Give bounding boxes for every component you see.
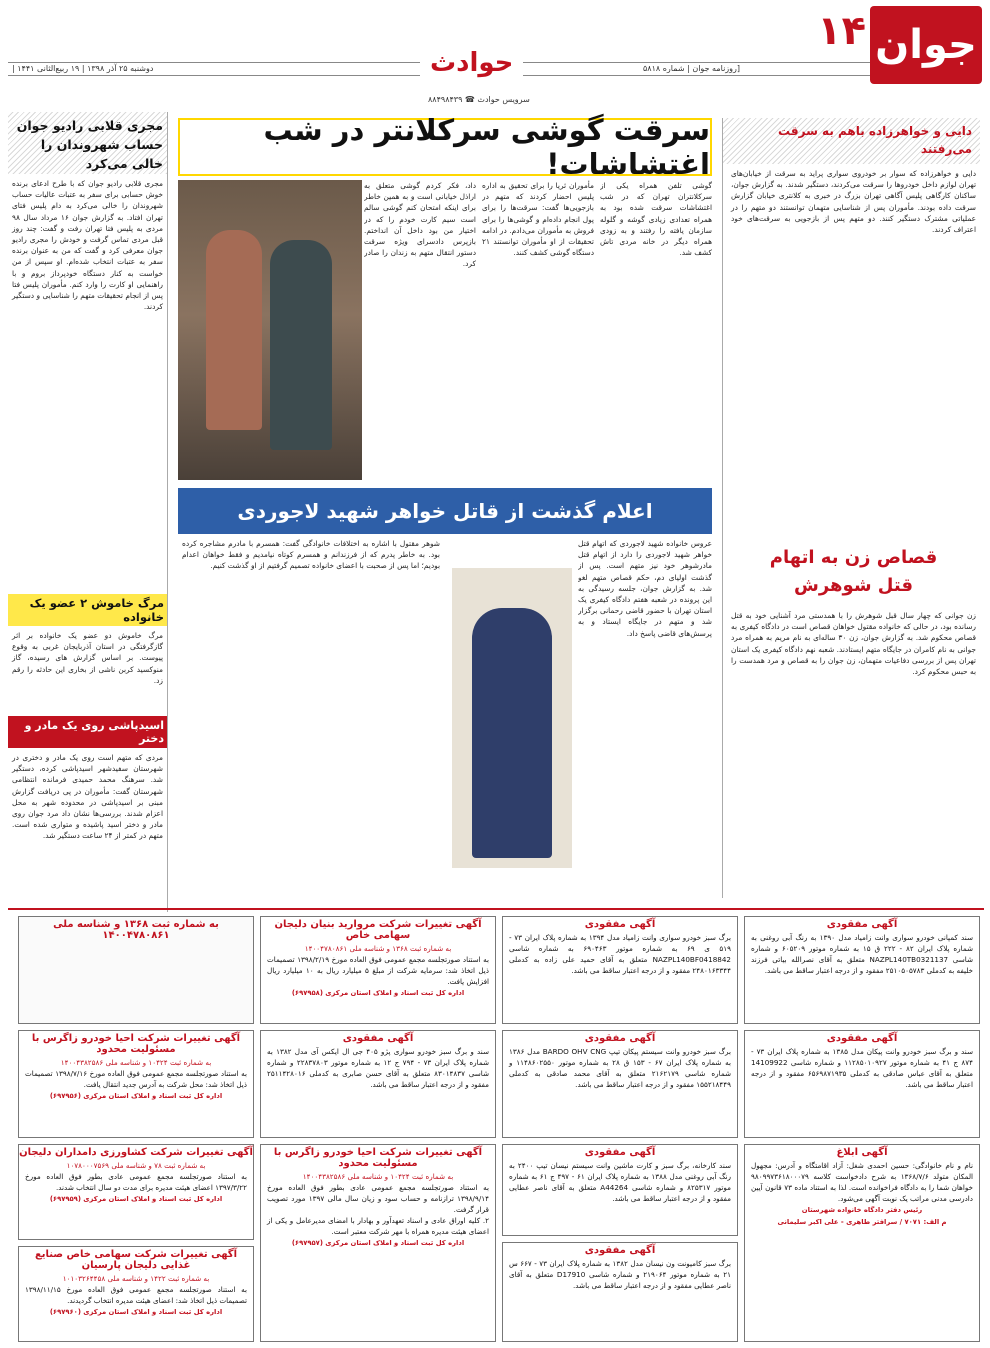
ad-block: آگهی مفقودی سند کمپانی خودرو سواری وانت زامیاد مدل ۱۳۹۰ به رنگ آبی روغنی به شماره پلاک ایران ۸۲ - ۲۲۲ ق ۱۵ به شماره موتور ۶۰۵۲۰۹ و شماره شاسی NAZPL140TB0321137 متعلق به آقای نصرالله بیاتی فرزند خلیفه به کدملی ۲۵۱۰۵۰۵۷۸۳ مفقود و از درجه اعتبار ساقط می باشد. <box>744 916 980 1024</box>
left-story3-header <box>8 716 167 748</box>
ad-block: آگهی مفقودی برگ سبز کامیونت ون نیسان مدل ۱۳۸۲ به شماره پلاک ایران ۷۳ - ۶۶۷ س ۲۱ به شماره موتور ۲۱۹۰۶۴ و شماره شاسی D17910 متعلق به آقای ناصر عطایی مفقود و از درجه اعتبار ساقط می باشد. <box>502 1242 738 1342</box>
left-story2-body: مرگ خاموش دو عضو یک خانواده بر اثر گازگرفتگی در استان آذربایجان غربی به وقوع پیوست. بر اساس گزارش های رسیده، گاز منوکسید کربن ناشی از بخاری این حادثه را رقم زد. <box>12 631 163 685</box>
ad-block: آگهی مفقودی سند و برگ سبز خودرو وانت پیکان مدل ۱۳۸۵ به شماره پلاک ایران ۷۳ - ۸۷۴ ج ۴۱ به شماره موتور ۱۱۲۸۵۰۱۰۹۲۷ و شماره شاسی 14109922 متعلق به آقای عباس صادقی به کدملی ۶۵۶۹۸۷۱۹۳۵ مفقود و از درجه اعتبار ساقط می باشد. <box>744 1030 980 1138</box>
left-story3-title: اسیدپاشی روی یک مادر و دختر <box>24 719 164 745</box>
ad-block: به شماره ثبت ۱۳۶۸ و شناسه ملی ۱۴۰۰۴۷۸۰۸۶۱ <box>18 916 254 1024</box>
ad-block: آگهی تغییرات شرکت سهامی خاص صنایع غذایی دلیجان پارسیان به شماره ثبت ۱۴۲۲ و شناسه ملی ۱۰۱۰۳۲۶۴۴۵۸ به استناد صورتجلسه مجمع عمومی فوق العاده مورخ ۱۳۹۸/۱۱/۱۵ تصمیمات ذیل اتخاذ شد: اعضای هیئت مدیره انتخاب گردیدند. اداره کل ثبت اسناد و املاک استان مرکزی (۶۹۷۹۶۰) <box>18 1246 254 1342</box>
ad-block: آگهی تغییرات شرکت احیا خودرو زاگرس با مسئولیت محدود به شماره ثبت ۱۰۴۲۴ و شناسه ملی ۱۴۰۰۴۳۸۲۵۸۶ به استناد صورتجلسه مجمع عمومی عادی بطور فوق العاده مورخ ۱۳۹۸/۹/۱۴ ترازنامه و حساب سود و زیان سال مالی ۱۳۹۷ مورد تصویب قرار گرفت. ۲. کلیه اوراق عادی و اسناد تعهدآور و بهادار با امضای مدیرعامل و یکی از اعضای هیئت مدیره همراه با مهر شرکت معتبر است. اداره کل ثبت اسناد و املاک استان مرکزی (۶۹۷۹۵۷) <box>260 1144 496 1342</box>
main-body-col2: مأموران ثریا را برای تحقیق به اداره پلیس احضار کردند که متهم در بازجویی‌ها گفت: سرقت‌ها را برای پول انجام داده‌ام و گوشی‌ها را برای فروش به مأموران می‌دادم. در ادامه تحقیقات از او مأموران توانستند ۲۱ دستگاه گوشی کشف کنند. <box>482 181 594 258</box>
story2-headline-box <box>178 488 712 534</box>
right-story2-title: قصاص زن به اتهام قتل شوهرش <box>769 547 938 596</box>
ads-area <box>8 908 984 1344</box>
main-headline: سرقت گوشی سرکلانتر در شب اغتشاشات! <box>263 113 710 181</box>
story2-row <box>178 538 712 898</box>
ad-block: آگهی تغییرات شرکت کشاورزی دامداران دلیجان به شماره ثبت ۷۸ و شناسه ملی ۱۰۷۸۰۰۰۷۵۶۹ به استناد صورتجلسه مجمع عمومی عادی بطور فوق العاده مورخ ۱۳۹۷/۳/۲۲ اعضای هیئت مدیره برای مدت دو سال انتخاب شدند. اداره کل ثبت اسناد و املاک استان مرکزی (۶۹۷۹۵۹) <box>18 1144 254 1240</box>
suspect-figure-right <box>270 240 332 450</box>
main-top-row <box>178 180 712 480</box>
main-body-col1: گوشی تلفن همراه یکی از سرکلانتران تهران که در شب اغتشاشات سرقت شده بود به همراه تعدادی زیادی گوشه و گلوله سازمان یافته را رفتند و به زودی همراه دیگر در خانه مردی تاش کشف شد. <box>600 181 712 258</box>
story2-headline: اعلام گذشت از قاتل خواهر شهید لاجوردی <box>237 499 653 523</box>
issue-info: [روزنامه جوان | شماره ۵۸۱۸ <box>643 64 740 73</box>
right-story1-header <box>723 118 980 164</box>
ad-block: آگهی تغییرات شرکت مروارید بنیان دلیجان سهامی خاص به شماره ثبت ۱۳۶۸ و شناسه ملی ۱۴۰۰۴۷۸۰۸۶۱ به استناد صورتجلسه مجمع عمومی فوق العاده مورخ ۱۳۹۸/۲/۱۹ تصمیمات ذیل اتخاذ شد: سرمایه شرکت از مبلغ ۵ میلیارد ریال به ۱۰ میلیارد ریال افزایش یافت. اداره کل ثبت اسناد و املاک استان مرکزی (۶۹۷۹۵۸) <box>260 916 496 1024</box>
bride-photo <box>452 568 572 868</box>
right-story1-body: دایی و خواهرزاده که سوار بر خودروی سواری پراید به سرقت از خیابان‌های تهران لوازم داخل خودروها را سرقت می‌کردند، دستگیر شدند. به گزارش جوان، ساکنان کارگاهی پلیس آگاهی تهران بزرگ در خبری به کلانتری خیابان گزارش سرقت داده بودند. مأموران پس از شناسایی متهمان توانستند دو متهم را در عملیاتی مشترک دستگیر کنند. دو متهم پس از بازجویی به سرقت‌های خود اعتراف کردند. <box>731 169 976 235</box>
story2-subheads <box>178 538 440 898</box>
ad-block: آگهی تغییرات شرکت احیا خودرو زاگرس با مسئولیت محدود به شماره ثبت ۱۰۴۲۴ و شناسه ملی ۱۴۰۰۴۳۸۲۵۸۶ به استناد صورتجلسه مجمع عمومی فوق العاده مورخ ۱۳۹۸/۷/۱۶ تصمیمات ذیل اتخاذ شد: محل شرکت به آدرس جدید انتقال یافت. اداره کل ثبت اسناد و املاک استان مرکزی (۶۹۷۹۵۶) <box>18 1030 254 1138</box>
story2-body-col1: عروس خانواده شهید لاجوردی که اتهام قتل خواهر شهید لاجوردی را دارد از اتهام قتل مادرشوهر خود نیز متهم است. پس از گذشت اولیای دم، حکم قصاص متهم لغو شد. به گزارش جوان، جلسه رسیدگی به این پرونده در شعبه هفتم دادگاه کیفری یک استان تهران با حضور قاضی رحمانی برگزار شد و متهم در جایگاه ایستاد و به پرسش‌های قاضی پاسخ داد. <box>578 539 712 638</box>
masthead <box>0 0 990 104</box>
left-story3-body: مردی که متهم است روی یک مادر و دختری در شهرستان سفیدشهر اسیدپاشی کرده، دستگیر شد. سرهنگ محمد حمیدی فرمانده انتظامی شهرستان گفت: مأموران در پی دریافت گزارش مبنی بر اسیدپاشی در محدوده شهر به محل اعزام شدند. بررسی‌ها نشان داد مرد جوان روی مادر و دختر اسید پاشیده و متواری شده است. متهم در کمتر از ۲۴ ساعت دستگیر شد. <box>12 753 163 841</box>
ad-block: آگهی ابلاغ نام و نام خانوادگی: حسین احمدی شغل: آزاد اقامتگاه و آدرس: مجهول المکان متولد ۱۳۶۸/۷/۶ به شرح دادخواست کلاسه ۹۸۰۹۹۷۳۶۱۸۰۰۰۷۹ خواهان شما را به دادگاه فراخوانده است. لذا به استناد ماده ۷۳ قانون آیین دادرسی مدنی مراتب یک نوبت آگهی می‌شود. رئیس دفتر دادگاه خانواده شهرستان م الف: ۷۰۷۱ / سرافتر طاهری - علی اکبر سلیمانی <box>744 1144 980 1342</box>
left-story1-header <box>8 112 167 174</box>
main-body-col3: داد، فکر کردم گوشی متعلق به اراذل خیابانی است و به همین خاطر برای اینکه امتحان کنم گوشی سالم است سیم کارت خودم را که در اختیار من بود داخل آن انداختم. بازپرس دادسرای ویژه سرقت دستور انتقال متهم به زندان را صادر کرد. <box>364 181 476 269</box>
right-column <box>722 118 984 898</box>
newspaper-logo: جوان <box>870 6 982 84</box>
right-story2-body: زن جوانی که چهار سال قبل شوهرش را با همدستی مرد آشنایی خود به قتل رسانده بود، در حالی که خانواده مقتول خواهان قصاص است در دادگاه کیفری به قصاص محکوم شد. به گزارش جوان، زن ۳۰ ساله‌ای به نام مریم به همراه مرد جوانی به نام کامران در جایگاه متهم ایستادند. شعبه نهم دادگاه کیفری یک استان تهران پس از بررسی دفاعیات متهمان، زن جوان را به قصاص و مرد همدست را به حبس محکوم کرد. <box>731 611 976 677</box>
veiled-figure <box>472 608 552 858</box>
page-number: ۱۴ <box>817 8 866 54</box>
suspect-figure-left <box>206 230 262 430</box>
left-column <box>8 112 168 912</box>
right-story1-title: دایی و خواهرزاده باهم به سرقت می‌رفتند <box>778 124 972 156</box>
ad-block: آگهی مفقودی برگ سبز خودرو وانت سیستم پیکان تیپ BARDO OHV CNG مدل ۱۳۸۶ به شماره پلاک ایران ۶۷ - ۱۵۳ ق ۲۸ به شماره موتور ۱۱۴۸۶۰۲۵۵۰ و شماره شاسی ۲۱۶۲۱۷۹ متعلق به آقای محمد صادقی به کدملی ۱۵۵۲۱۸۴۴۹ مفقود و از درجه اعتبار ساقط می باشد. <box>502 1030 738 1138</box>
left-story2-header <box>8 594 167 626</box>
main-headline-box <box>178 113 712 181</box>
right-story2-header <box>723 538 984 606</box>
ad-block: آگهی مفقودی سند و برگ سبز خودرو سواری پژو ۴۰۵ جی ال ایکس آی مدل ۱۳۸۲ به شماره پلاک ایران ۷۳ - ۷۹۴ ج ۱۲ به شماره موتور ۲۲۸۳۷۸۰۳ و شماره شاسی ۸۳۰۱۴۸۳۷ متعلق به آقای حسن صابری به کدملی ۲۵۱۱۴۲۸۰۱۶ مفقود و از درجه اعتبار ساقط می باشد. <box>260 1030 496 1138</box>
ad-block: آگهی مفقودی سند کارخانه، برگ سبز و کارت ماشین وانت سیستم نیسان تیپ ۲۴۰۰ به رنگ آبی روغنی مدل ۱۳۸۸ به شماره پلاک ایران ۶۱ - ۴۹۷ ج ۶۱ به شماره موتور ۸۲۵۳۱۷ و شماره شاسی A44264 متعلق به آقای ناصر عطایی مفقود و از درجه اعتبار ساقط می باشد. <box>502 1144 738 1236</box>
section-title: حوادث <box>420 48 523 78</box>
suspects-photo <box>178 180 362 480</box>
story2-body-col2: شوهر مقتول با اشاره به اختلافات خانوادگی گفت: همسرم با مادرم مشاجره کرده بود. به خاطر پدرم که از فرزندانم و همسرم کوتاه نیامدیم و فقط خواهان اعدام بودیم؛ اما پس از صحبت با اعضای خانواده تصمیم گرفتیم از او گذشت کنیم. <box>182 539 440 571</box>
left-story1-title: مجری قلابی رادیو جوان حساب شهروندان را خالی می‌کرد <box>16 118 163 171</box>
service-line: سرویس حوادث ☎ ۸۸۴۹۸۴۳۹ <box>428 95 530 104</box>
left-story1-body: مجری قلابی رادیو جوان که با طرح ادعای برنده خوش حسابی برای سفر به عتبات عالیات حساب شهروندان را خالی می‌کرد به دام پلیس فتای تهران افتاد. به گزارش جوان ۱۶ مرداد سال ۹۸ مردی به پلیس فتا تهران رفت و گفت: چند روز قبل مردی تماس گرفت و خودش را مجری رادیو جوان معرفی کرد و گفت که من به عنوان برنده سفر به عتبات انتخاب شده‌ام. او سپس از من خواست به کنار دستگاه خودپرداز بروم و با راهنمایی او کارت را وارد کنم. مأموران پلیس فتا پس از انجام تحقیقات متهم را شناسایی و دستگیر کردند. <box>12 179 163 312</box>
date-info: دوشنبه ۲۵ آذر ۱۳۹۸ | ۱۹ ربیع‌الثانی ۱۴۴۱ | <box>12 64 154 73</box>
left-story2-title: مرگ خاموش ۲ عضو یک خانواده <box>29 596 164 624</box>
ad-block: آگهی مفقودی برگ سبز خودرو سواری وانت زامیاد مدل ۱۳۹۴ به شماره پلاک ایران ۷۳ - ۵۱۹ ی ۶۹ به شماره موتور ۶۹۰۴۶۳ به شماره شاسی NAZPL140BF0418842 متعلق به آقای حمید علی زاده به کدملی ۲۴۸۰۱۶۳۳۴۴ مفقود و از درجه اعتبار ساقط می باشد. <box>502 916 738 1024</box>
